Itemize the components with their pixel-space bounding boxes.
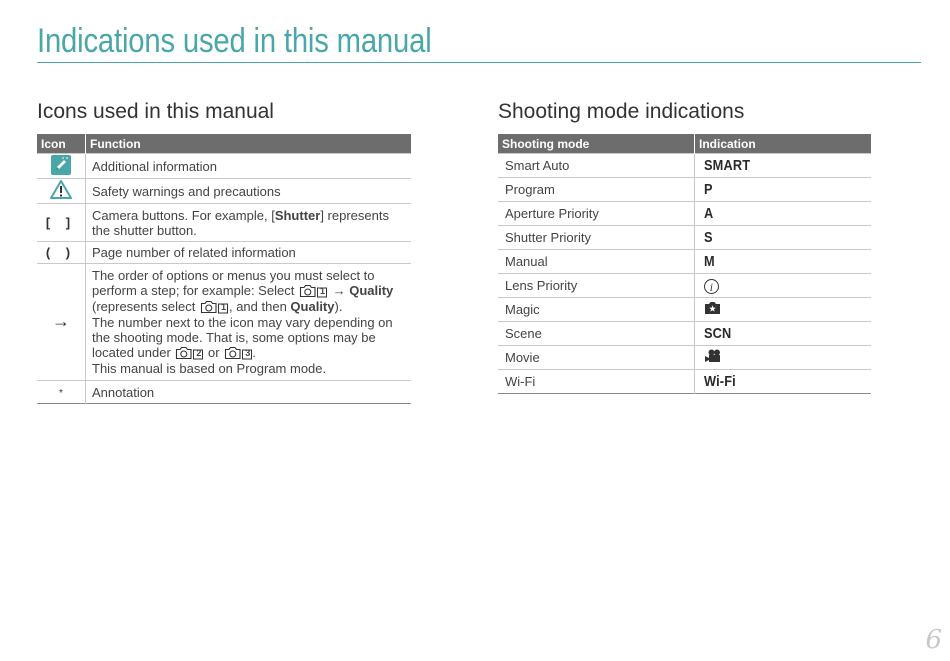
wifi-indicator: Wi-Fi [704,373,736,390]
table-row [498,298,871,322]
movie-icon [704,349,723,366]
mode-name: Aperture Priority [498,202,695,226]
function-cell: Annotation [86,381,412,404]
arrow-symbol: → [52,311,70,331]
period: . [252,345,256,360]
buttons-text-after: ] represents the shutter button. [92,207,389,238]
mode-name: Movie [498,346,695,370]
function-cell [86,204,412,242]
asterisk-symbol: * [59,387,63,399]
buttons-text-before: Camera buttons. For example, [ [92,207,275,223]
mode-indication [695,226,872,250]
icons-table [37,134,411,404]
page-number: 6 [925,625,942,655]
order-text-3: The number next to the icon may vary depending on the shooting mode. That is, some options may be located under [92,315,393,360]
modes-table [498,134,871,394]
icon-cell [37,264,86,381]
table-row [37,179,411,204]
order-text-1: The order of options or menus you must select to perform a step; for example: Select [92,268,375,298]
brackets-symbol: [ ] [45,215,77,230]
mode-name: Magic [498,298,695,322]
scene-indicator: SCN [704,325,732,342]
icon-cell [37,204,86,242]
icon-cell [37,242,86,264]
camera-menu-number: 3 [245,348,251,358]
note-icon [51,155,71,178]
modes-section-title: Shooting mode indications [498,100,745,123]
modes-table-header [498,134,871,154]
table-row [37,154,411,179]
mode-name: Lens Priority [498,274,695,298]
mode-indication [695,202,872,226]
magic-icon [704,301,721,318]
function-cell: Page number of related information [86,242,412,264]
table-row [498,346,871,370]
table-row [37,204,411,242]
camera-menu-number: 2 [196,348,202,358]
quality-label: Quality [349,283,394,298]
or-word: or [208,345,220,360]
table-row [498,322,871,346]
function-cell: Safety warnings and precautions [86,179,412,204]
mode-indication [695,322,872,346]
function-cell [86,264,412,381]
order-text-4: This manual is based on Program mode. [92,361,327,376]
mode-name: Shutter Priority [498,226,695,250]
table-row [498,250,871,274]
mode-indication [695,370,872,394]
mode-name: Program [498,178,695,202]
manual-indicator: M [704,253,715,270]
mode-indication [695,154,872,178]
icons-table-header [37,134,411,154]
warning-icon [50,180,72,202]
smart-indicator: SMART [704,157,751,174]
icon-cell [37,179,86,204]
shutter-label: Shutter [274,207,321,223]
mode-indication [695,250,872,274]
table-row [498,226,871,250]
mode-indication [695,178,872,202]
table-row [498,178,871,202]
mode-column-header: Shooting mode [498,134,695,154]
quality-label: Quality [290,299,335,314]
arrow-glyph: → [332,283,346,298]
mode-name: Manual [498,250,695,274]
icon-column-header: Icon [37,134,86,154]
mode-name: Wi-Fi [498,370,695,394]
table-row [498,274,871,298]
table-row [498,154,871,178]
mode-indication [695,346,872,370]
parentheses-symbol: ( ) [45,245,77,260]
camera-menu-number: 1 [220,302,226,312]
page-title: Indications used in this manual [37,22,432,60]
indication-column-header: Indication [695,134,872,154]
aperture-indicator: A [704,205,714,222]
mode-indication [695,274,872,298]
camera-menu-number: 1 [319,286,325,296]
shutter-indicator: S [704,229,713,246]
function-cell: Additional information [86,154,412,179]
table-row [37,242,411,264]
lens-priority-icon: i [704,279,719,294]
function-column-header: Function [86,134,412,154]
mode-name: Smart Auto [498,154,695,178]
order-text-2b: , and then [228,299,287,314]
table-row [37,264,411,381]
icon-cell [37,154,86,179]
table-row [498,370,871,394]
table-row [498,202,871,226]
order-text-2c: ). [334,299,343,314]
mode-indication [695,298,872,322]
icon-cell [37,381,86,404]
program-indicator: P [704,181,713,198]
title-divider [37,62,921,63]
table-row [37,381,411,404]
order-text-2a: (represents select [92,299,196,314]
mode-name: Scene [498,322,695,346]
icons-section-title: Icons used in this manual [37,100,274,123]
